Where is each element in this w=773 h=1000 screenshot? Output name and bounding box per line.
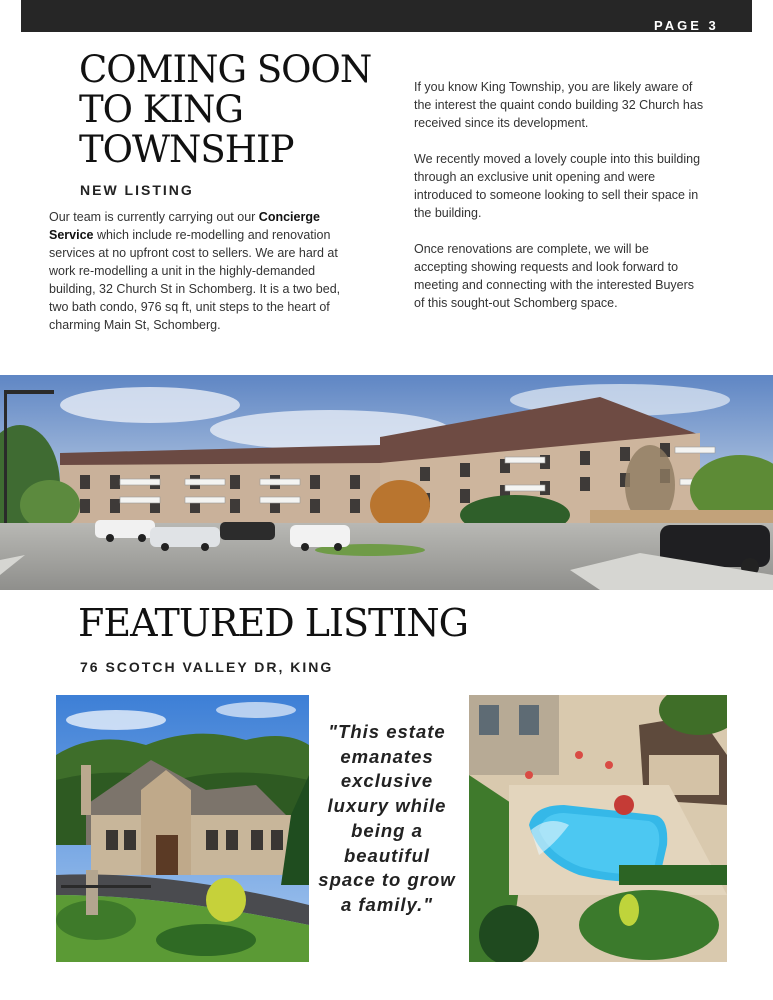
header-bar <box>21 0 752 32</box>
description-paragraph-1: If you know King Township, you are likely aware of the interest the quaint condo building 32 Church has received since its development. <box>414 80 704 130</box>
description-paragraph-3: Once renovations are complete, we will be accepting showing requests and look forward to meeting and connecting with the interested Buyers of this sought-out Schomberg space. <box>414 242 695 310</box>
intro-text-start: Our team is currently carrying out our <box>49 210 259 224</box>
featured-address: 76 SCOTCH VALLEY DR, KING <box>80 659 334 675</box>
condo-building-photo <box>0 375 773 590</box>
pool-aerial-photo <box>469 695 727 962</box>
intro-paragraph <box>49 208 349 334</box>
concierge-service-text: Concierge Service <box>49 210 320 242</box>
description-column <box>414 78 704 330</box>
page-number: PAGE 3 <box>654 18 719 33</box>
intro-text-end: which include re-modelling and renovation services at no upfront cost to sellers. We are hard at work re-modelling a unit in the highly-demanded building, 32 Church St in Schomberg. It is a two bed, two bath condo, 976 sq ft, unit steps to the heart of charming Main St, Schomberg. <box>49 228 341 332</box>
estate-house-photo <box>56 695 309 962</box>
description-paragraph-2: We recently moved a lovely couple into this building through an exclusive unit opening and were introduced to someone looking to sell their space in the building. <box>414 152 701 220</box>
new-listing-subtitle: NEW LISTING <box>80 182 194 198</box>
estate-quote: "This estate emanates exclusive luxury while being a beautiful space to grow a family." <box>318 721 456 915</box>
featured-listing-title: FEATURED LISTING <box>78 601 468 645</box>
coming-soon-title: COMING SOON TO KING TOWNSHIP <box>79 48 372 171</box>
